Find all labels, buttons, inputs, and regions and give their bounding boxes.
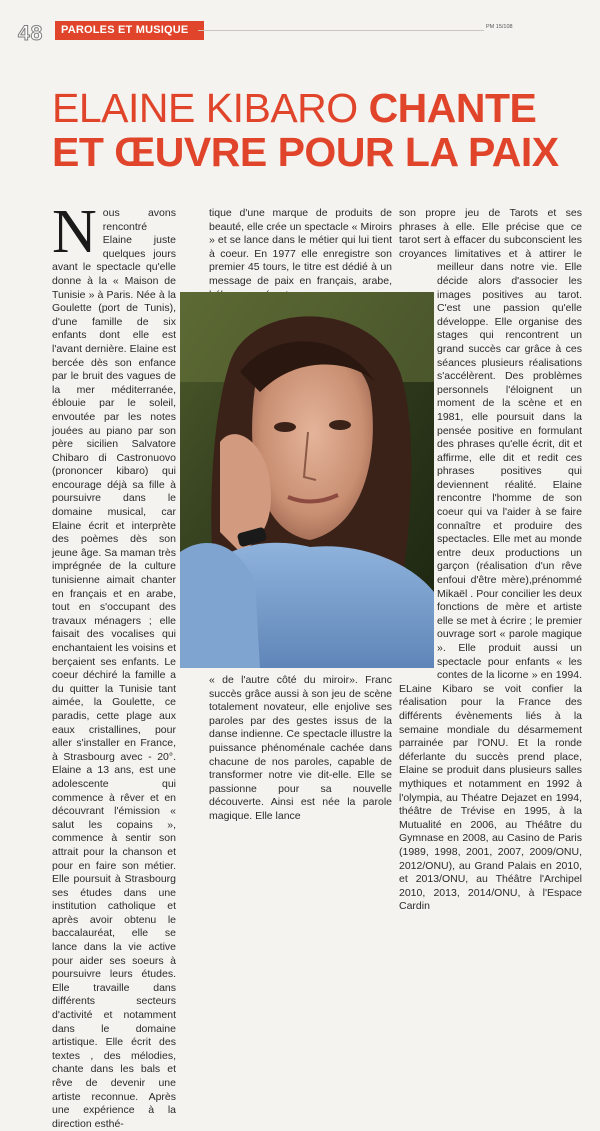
title-name: ELAINE KIBARO <box>52 85 358 131</box>
column-3-text: son propre jeu de Tarots et ses phrases à elle. Elle précise que ce tarot sert à effacer du subconscient les croyances limitatives et à attirer le meilleur dans notre vie. Elle décide alors d'associer les images positives au tarot. C'est une passion qu'elle développe. Elle organise des stages qui rencontrent un grand succès car grâce à ces séances plusieurs réalisations s'accélèrent. Des problèmes personnels l'éloignent un moment de la scène et en 1981, elle poursuit dans la pensée positive en formulant des phrases qu'elle écrit, dit et affirme, elle dit et redit ces phrases positives qui deviennent réalité. Elaine rencontre l'homme de son coeur qui va l'aider à se faire connaître et produire des spectacles. Elle met au monde entre deux productions un garçon (réalisation d'un rêve enfoui d'être mère),prénommé Mikaël . Pour concilier les deux fonctions de mère et artiste elle se met à écrire ; le premier ouvrage sort « parole magique ». Elle produit aussi un spectacle pour enfants « les contes de la licorne » en 1994. ELaine Kibaro se voit confier la réalisation pour la France des différents évènements liés à la semaine mondiale du désarmement parrainée par l'ONU. Et la ronde déferlante du succès prend place, Elaine se produit dans plusieurs salles mythiques et notamment en 1992 à l'olympia, au Théatre Dejazet en 1994, théâtre de Trévise en 1995, à la Mutualité en 2006, au Théâtre du Gymnase en 2008, au Casino de Paris (1989, 1998, 2001, 2007, 2009/ONU, 2012/ONU), au Grand Palais en 2010, et 2013/ONU, au Théâtre l'Archipel 2010, 2013, 2014/ONU, à l'Espace Cardin <box>399 207 582 913</box>
section-label: PAROLES ET MUSIQUE <box>55 21 204 40</box>
column-2-bottom: « de l'autre côté du miroir». Franc succès grâce aussi à son jeu de scène totalement novateur, elle enjolive ses paroles par des gestes issus de la danse indienne. Ce spectacle illustre la puissance phénoménale cachée dans chacune de nos paroles, capable de transformer notre vie dit-elle. Elle se passionne pour sa nouvelle découverte. Ainsi est née la parole magique. Elle lance <box>209 674 392 822</box>
title-bold-2: ET ŒUVRE POUR LA PAIX <box>52 129 559 175</box>
article-title <box>52 86 582 174</box>
column-1 <box>52 198 176 1131</box>
column-1-text: ous avons rencontré Elaine juste quelques jours avant le spectacle qu'elle donne à la « Maison de Tunisie » à Paris. Née à la Goulette (port de Tunis), d'une famille de six enfants dont elle est l'avant dernière. Elaine est bercée dès son enfance par le bruit des vagues de la mer méditerranée, éblouie par le soleil, envoutée par les notes jouées au piano par son père sicilien Salvatore Chibaro di Castronuovo (prononcer kibaro) qui encourage déjà sa fille à poursuivre dans le domaine musical, car Elaine écrit et interprète des poèmes dès son jeune âge. Sa maman très imprégnée de la culture tunisienne aimait chanter en français et en arabe, tout en s'occupant des travaux ménagers ; elle faisait des vocalises qui enchantaient les voisins et berçaient ses enfants. Le coeur déchiré la famille a du quitter la Tunisie tant aimée, la Goulette, ce paradis, cette plage aux eaux cristallines, pour aller s'installer en France, à Strasbourg avec - 20°. Elaine a 13 ans, est une adolescente qui commence à rêver et en découvrant l'émission « salut les copains », commence à sentir son attrait pour la chanson et pour en faire son métier. Elle poursuit à Strasbourg ses études dans une institution catholique et après avoir obtenu le baccalauréat, elle se lance dans la vie active pour aider ses soeurs à poursuivre leurs études. Elle travaille dans différents secteurs d'activité et notamment dans le domaine artistique. Elle écrit des textes , des mélodies, chante dans les bals et rêve de devenir une artiste reconnue. Après une expérience à la direction esthé- <box>52 207 176 1130</box>
drop-cap: N <box>52 198 97 266</box>
header-rule <box>198 30 484 31</box>
page-meta: PM 15/108 <box>486 24 513 30</box>
portrait-photo <box>180 292 434 668</box>
column-2-top: tique d'une marque de produits de beauté, elle crée un spectacle « Miroirs » et se lance dans le métier qui lui tient à coeur. En 1977 elle enregistre son premier 45 tours, le titre est dédié à un message de paix en français, arabe, <box>209 207 392 287</box>
page-number: 48 <box>18 22 44 45</box>
title-bold-1: CHANTE <box>368 85 537 131</box>
